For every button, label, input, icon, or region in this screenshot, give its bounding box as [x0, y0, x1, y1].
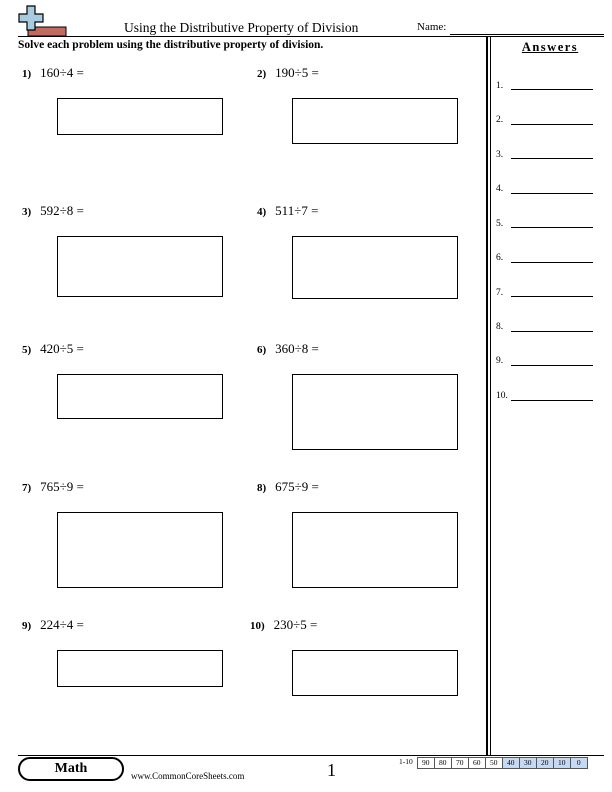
answer-label-8: 8.	[496, 322, 504, 332]
answer-box-4[interactable]	[292, 236, 458, 299]
score-range-label: 1-10	[399, 757, 413, 766]
answer-line-5[interactable]	[511, 227, 593, 228]
answer-label-9: 9.	[496, 356, 504, 366]
score-cell: 70	[452, 757, 469, 769]
answer-box-2[interactable]	[292, 98, 458, 144]
answer-label-1: 1.	[496, 81, 504, 91]
name-line	[450, 34, 604, 35]
answer-label-10: 10.	[496, 391, 508, 401]
page-number: 1	[327, 760, 336, 780]
answer-box-9[interactable]	[57, 650, 223, 687]
answer-panel-divider-inner	[490, 36, 491, 756]
answer-line-8[interactable]	[511, 331, 593, 332]
footer-divider	[18, 755, 604, 756]
problem-8: 8) 675÷9 =	[257, 479, 319, 494]
answer-label-5: 5.	[496, 219, 504, 229]
score-cell: 90	[417, 757, 435, 769]
answer-box-7[interactable]	[57, 512, 223, 588]
problem-7: 7) 765÷9 =	[22, 479, 84, 494]
problem-3: 3) 592÷8 =	[22, 203, 84, 218]
answer-line-7[interactable]	[511, 296, 593, 297]
score-cell: 50	[486, 757, 503, 769]
plus-cross-logo-icon	[18, 5, 70, 37]
answer-line-4[interactable]	[511, 193, 593, 194]
answer-line-6[interactable]	[511, 262, 593, 263]
answer-line-3[interactable]	[511, 158, 593, 159]
problem-4: 4) 511÷7 =	[257, 203, 319, 218]
problem-9: 9) 224÷4 =	[22, 617, 84, 632]
problem-5: 5) 420÷5 =	[22, 341, 84, 356]
score-cell: 80	[435, 757, 452, 769]
answer-label-6: 6.	[496, 253, 504, 263]
score-cell: 0	[571, 757, 588, 769]
answer-line-2[interactable]	[511, 124, 593, 125]
problem-6: 6) 360÷8 =	[257, 341, 319, 356]
answer-panel-divider	[486, 36, 488, 756]
answer-line-10[interactable]	[511, 400, 593, 401]
answer-label-7: 7.	[496, 288, 504, 298]
problem-10: 10) 230÷5 =	[250, 617, 318, 632]
answer-box-10[interactable]	[292, 650, 458, 696]
answer-box-8[interactable]	[292, 512, 458, 588]
instructions: Solve each problem using the distributive property of division.	[18, 39, 324, 51]
score-cell: 60	[469, 757, 486, 769]
score-cell: 20	[537, 757, 554, 769]
answer-line-1[interactable]	[511, 89, 593, 90]
score-cell: 10	[554, 757, 571, 769]
website-link[interactable]: www.CommonCoreSheets.com	[131, 771, 245, 781]
problem-2: 2) 190÷5 =	[257, 65, 319, 80]
answer-box-3[interactable]	[57, 236, 223, 297]
answer-line-9[interactable]	[511, 365, 593, 366]
answer-box-6[interactable]	[292, 374, 458, 450]
answer-label-3: 3.	[496, 150, 504, 160]
answers-heading: Answers	[521, 40, 579, 54]
score-cell: 30	[520, 757, 537, 769]
answer-label-4: 4.	[496, 184, 504, 194]
score-table	[397, 757, 588, 769]
subject-badge: Math	[18, 757, 124, 781]
header-divider	[18, 36, 604, 37]
answer-box-5[interactable]	[57, 374, 223, 419]
worksheet-title: Using the Distributive Property of Division	[124, 20, 359, 35]
name-label: Name:	[417, 21, 447, 33]
problem-1: 1) 160÷4 =	[22, 65, 84, 80]
answer-label-2: 2.	[496, 115, 504, 125]
score-cell: 40	[503, 757, 520, 769]
answer-box-1[interactable]	[57, 98, 223, 135]
